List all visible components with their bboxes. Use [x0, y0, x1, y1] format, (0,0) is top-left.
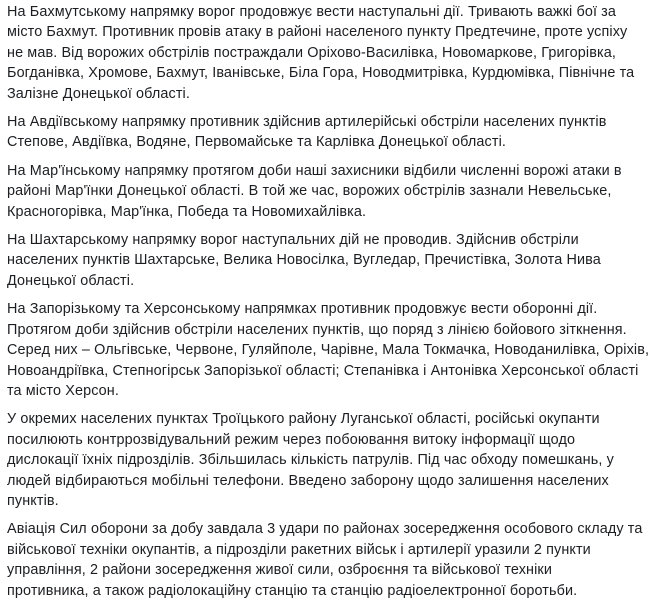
text-line: Серед них – Ольгівське, Червоне, Гуляйполе, Чарівне, Мала Токмачка, Новоданилівка, Оріхів, [7, 342, 650, 359]
text-line: та місто Херсон. [7, 382, 119, 399]
paragraph-bakhmut [7, 2, 671, 104]
paragraph-troitske [7, 409, 671, 511]
text-line: На Бахмутському напрямку ворог продовжує вести наступальні дії. Тривають важкі бої за [7, 4, 617, 20]
text-line: Авіація Сил оборони за добу завдала 3 удари по районах зосередження особового складу та [7, 521, 643, 538]
text-line: не мав. Від ворожих обстрілів постраждали Оріхово-Василівка, Новомаркове, Григорівка, [7, 44, 616, 61]
text-line: управління, 2 райони зосередження живої сили, озброєння та військової техніки [7, 562, 553, 579]
text-line: дислокації їхніх підрозділів. Збільшилась кількість патрулів. Під час обходу помешкань, у [7, 452, 614, 469]
text-line: Степове, Авдіївка, Водяне, Первомайське та Карлівка Донецької області. [7, 134, 507, 151]
text-line: противника, а також радіолокаційну станцію та станцію радіоелектронної боротьби. [7, 582, 578, 599]
paragraph-avdiivka [7, 112, 671, 153]
paragraph-zaporizhzhia-kherson [7, 299, 671, 401]
text-line: Залізне Донецької області. [7, 85, 190, 102]
post-text-body [7, 0, 671, 609]
text-line: На Шахтарському напрямку ворог наступальних дій не проводив. Здійснив обстріли [7, 232, 579, 249]
text-line: Богданівка, Хромове, Бахмут, Іванівське, Біла Гора, Новодмитрівка, Курдюмівка, Північне та [7, 65, 635, 82]
text-line: людей відбираються мобільні телефони. Введено заборону щодо залишення населених [7, 472, 609, 489]
paragraph-shakhtarske [7, 230, 671, 291]
text-line: військової техніки окупантів, а підрозділи ракетних військ і артилерії уразили 2 пункти [7, 541, 591, 558]
paragraph-marinka [7, 161, 671, 222]
text-line: районі Мар'їнки Донецької області. В той же час, ворожих обстрілів зазнали Невельське, [7, 183, 612, 200]
paragraph-aviation [7, 519, 671, 601]
text-line: На Запорізькому та Херсонському напрямках противник продовжує вести оборонні дії. [7, 301, 598, 318]
text-line: посилюють контррозвідувальний режим через побоювання витоку інформації щодо [7, 431, 576, 448]
text-line: населених пунктів Шахтарське, Велика Новосілка, Вугледар, Пречистівка, Золота Нива [7, 252, 601, 269]
text-line: На Авдіївському напрямку противник здійснив артилерійські обстріли населених пунктів [7, 114, 607, 131]
text-line: Новоандріївка, Степногірськ Запорізької області; Степанівка і Антонівка Херсонської області [7, 362, 639, 379]
text-line: Донецької області. [7, 272, 135, 289]
text-line: Красногорівка, Мар'їнка, Победа та Новомихайлівка. [7, 203, 367, 220]
text-line: Протягом доби здійснив обстріли населених пунктів, що поряд з лінією бойового зіткнення. [7, 321, 627, 338]
text-line: пунктів. [7, 492, 59, 509]
text-line: місто Бахмут. Противник провів атаку в районі населеного пункту Предтечине, проте успіху [7, 24, 628, 41]
text-line: У окремих населених пунктах Троїцького району Луганської області, російські окупанти [7, 411, 600, 428]
text-line: На Мар'їнському напрямку протягом доби наші захисники відбили численні ворожі атаки в [7, 162, 622, 179]
